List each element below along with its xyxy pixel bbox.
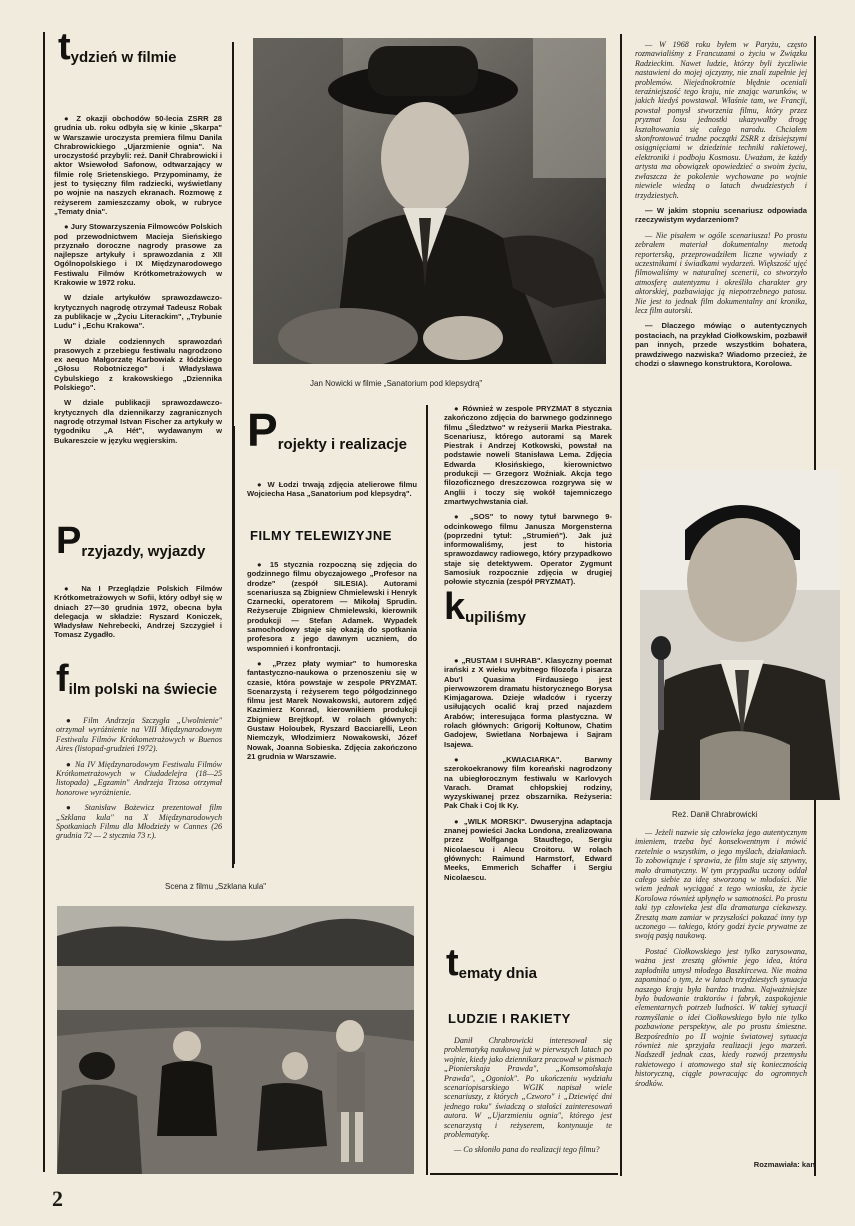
heading-text: rzyjazdy, wyjazdy [81,543,206,560]
heading-text: ilm polski na świecie [68,681,218,698]
paragraph: Danił Chrabrowicki interesował się problematyką naukową już w pierwszych latach po wojnie, kiedy jako dziennikarz pracował w pismach „Pionierskaja Prawda", „Komsomolskaja Prawda", „Ogoniok". Po ukończeniu wydziału scenariopisarskiego WGIK napisał wiele scenariuszy, z których „Czworo" i „Dziewięć dni jednego roku" świadczą o stałości zainteresowań autora. W „Ujarzmieniu ognia", którego jest scenarzystą i reżyserem, kontynuuje te problematykę. [444,1036,612,1140]
paragraph: — Jeżeli nazwie się człowieka jego autentycznym imieniem, trzeba być konsekwentnym i mówić rzetelnie o wszystkim, o jego myślach, działaniach. To zobowiązuje i sprawia, że film staje się sztywny, mało dramatyczny. W tym przypadku uczony oddał całego siebie za ideę stworzoną w młodości. Nie wiem jednak wyciągać z tego wniosku, że życie Korolowa również upłynęło w samotności. Po prostu taki typ człowieka jest dla dramaturga ciekawszy. Zresztą mam zamiar w przyszłości pokazać inny typ uczonego — takiego, który godzi życie prywatne ze swoją pasją naukową. [635,828,807,941]
photo-szklana-kula [57,906,414,1174]
section-heading-film-polski [56,660,217,698]
heading-initial: P [247,404,277,456]
paragraph: ● „Przez płaty wymiar" to humoreska fantastyczno-naukowa o przenoszeniu się w czasie, która powstaje w zespole PRYZMAT. Scenarzystą i reżyserem tego półgodzinnego filmu jest Marek Nowakowski, autorem zdjęć Kazimierz Konrad, kierownikiem produkcji Zbigniew Brejtkopf. W rolach głównych: Gustaw Holoubek, Ryszard Bacciarelli, Leon Niemczyk, Włodzimierz Nowakowski, Józef Nowak, Joanna Sobieska. Zdjęcia zakończono 21 grudnia w Warszawie. [247,658,417,761]
heading-text: upiliśmy [465,609,526,626]
paragraph: W dziale publikacji sprawozdawczo-krytycznych dla dziennikarzy zagranicznych nagrodę otrzymał Istvan Fischer za artykuły w tygodniku „A Hét", wydawanym w Bukareszcie w języku węgierskim. [54,398,222,445]
page-number: 2 [52,1186,63,1211]
interview-column-top [635,40,807,470]
signature: Rozmawiała: kan [753,1160,815,1169]
paragraph: — Nie pisałem w ogóle scenariusza! Po prostu zebrałem materiał dokumentalny metodą reporterską, przeprowadziłem liczne wywiady z uczestnikami i świadkami wydarzeń. Większość ujęć filmowaliśmy w naturalnej scenerii, co stworzyło atmosferę autentyzmu i określiło charakter gry aktorskiej, pozbawiając ją niepotrzebnego patosu. Nie jest to jednak film dokumentalny ani kronika, lecz film autorski. [635,230,807,315]
kupilismy-column [444,656,612,888]
paragraph: ● „KWIACIARKA". Barwny szerokoekranowy film koreański nagrodzony na ubiegłorocznym festiwalu w Karlovych Varach. Dramat chłopskiej rodziny, wyzyskiwanej przez obszarnika. Reżyseria: Pak Chak i Coj Ik Ky. [444,754,612,811]
heading-initial: f [56,658,68,700]
column-rule [43,32,45,1172]
section-heading-projekty [247,404,407,456]
paragraph: — W jakim stopniu scenariusz odpowiada rzeczywistym wydarzeniom? [635,205,807,225]
section-heading-kupilismy [444,588,526,626]
paragraph: ● „WILK MORSKI". Dwuseryjna adaptacja znanej powieści Jacka Londona, zrealizowana przez Wolfganga Staudtego, Sergiu Nicolaescu i Alecu Croitoru. W rolach głównych: Raimund Harmstorf, Edward Meeks, Emmerich Schaffer i Sergiu Nicolaescu. [444,816,612,882]
projekty-column [247,480,417,505]
paragraph: ● Na IV Międzynarodowym Festiwalu Filmów Krótkometrażowych w Ciudadelejra (18—25 listopada) „Egzamin" Andrzeja Trzosa otrzymał honorowe wyróżnienie. [56,759,222,797]
heading-text: rojekty i realizacje [277,436,407,453]
interview-column-bottom [635,828,807,1152]
paragraph: ● 15 stycznia rozpoczną się zdjęcia do godzinnego filmu obyczajowego „Profesor na drodze" (zespół SILESIA). Autorami scenariusza są Zbigniew Chmielewski i Henryk Czarnecki, operatorem — Mikołaj Sprudin. Reżyseruje Zbigniew Chmielewski, kierownik produkcji — Stefan Adamek. Wypadek samochodowy staje się okazją do spotkania profesora z jego dawnym uczniem, do wspomnień i konfrontacji. [247,560,417,653]
caption-portrait: Reż. Danił Chrabrowicki [672,810,758,819]
heading-text: ematy dnia [458,965,538,982]
paragraph: ● Stanisław Bożewicz prezentował film „Szklana kula" na X Międzynarodowych Spotkaniach Filmu dla Młodzieży w Cannes (26 grudnia 72 — 2 stycznia 73 r.). [56,803,222,841]
column-rule [620,34,622,1176]
section-heading-tematy [446,944,537,982]
paragraph: ● Film Andrzeja Szczygła „Uwolnienie" otrzymał wyróżnienie na VIII Międzynarodowym Festiwalu Filmów Krótkometrażowych w Buenos Aires (listopad-grudzień 1972). [56,716,222,754]
heading-initial: k [444,586,465,628]
photo-illustration [57,906,414,1174]
paragraph: — Dlaczego mówiąc o autentycznych postaciach, na przykład Ciołkowskim, pozbawił pan innych, przede wszystkim bohatera, prawdziwego nazwiska? Wiadomo przecież, że chodzi o sławnego konstruktora, Korolowa. [635,321,807,368]
caption-top-photo: Jan Nowicki w filmie „Sanatorium pod klepsydrą" [310,379,483,388]
subhead-filmy-telewizyjne: FILMY TELEWIZYJNE [250,528,392,543]
photo-illustration [253,38,606,364]
paragraph: ● W Łodzi trwają zdjęcia atelierowe filmu Wojciecha Hasa „Sanatorium pod klepsydrą". [247,480,417,499]
paragraph: W dziale codziennych sprawozdań prasowych z przebiegu festiwalu nagrodzono ex aequo Małgorzatę Karbowiak z łódzkiego „Głosu Robotniczego" i Władysława Cybulskiego z krakowskiego „Dziennika Polskiego". [54,336,222,393]
paragraph: ● Również w zespole PRYZMAT 8 stycznia zakończono zdjęcia do barwnego godzinnego filmu „Śledztwo" w reżyserii Marka Piestraka. Scenariusz, którego autorami są Marek Piestrak i Andrzej Kotkowski, powstał na podstawie noweli Stanisława Lema. Zdjęcia Edwarda Kłosińskiego, kierownictwo produkcji — Grzegorz Woźniak. Akcja tego filozoficznego dreszczowca rozgrywa się w Anglii i toczy się wokół tajemniczego zmartwychwstania ciał. [444,404,612,506]
caption-bottom-photo: Scena z filmu „Szklana kula" [165,882,267,891]
column-rule [233,426,235,864]
tydzien-column [54,114,222,451]
filmy-tv-column-1 [247,560,417,884]
przyjazdy-column [54,584,222,646]
photo-sanatorium [253,38,606,364]
paragraph: Postać Ciołkowskiego jest tylko zarysowana, ważna jest zresztą głównie jego idea, która zapłodniła umysł młodego Baszkircewa. Nie można zapominać o tym, że w latach trzydziestych sytuacja naszego kraju była bardzo trudna. Najważniejsze było budowanie traktorów i fabryk, zaspokojenie elementarnych potrzeb ludności. W takiej sytuacji rozmyślanie o idei Ciołkowskiego było nie tylko pozbawione perspektyw, ale po prostu śmieszne. Bezpośrednio po II wojnie światowej sytuacja również nie sprzyjała realizacji jego marzeń. Nadszedł jednak czas, kiedy rozwój przemysłu rakietowego i atomowego stał się koniecznością historyczną, ciągle powracając do ogromnych środków. [635,946,807,1088]
paragraph: — W 1968 roku byłem w Paryżu, często rozmawialiśmy z Francuzami o życiu w Związku Radzieckim. Nawet ludzie, którzy byli życzliwie nastawieni do mojej ojczyzny, nie znali zupełnie jej problemów. Niejednokrotnie błędnie oceniali teraźniejszość tego kraju, nie znając warunków, w jakich kiedyś powstawał. Właśnie tam, we Francji, powstał pomysł stworzenia filmu, który przez pryzmat losu jednostki ukazywałby drogę kształtowania się całego narodu. Chciałem skonfrontować trudne początki ZSRR z dzisiejszymi osiągnięciami w dziedzinie techniki rakietowej, elektroniki i podboju Kosmosu. Uważam, że każdy artysta ma obowiązek opowiedzieć o swoim życiu, zwłaszcza że pokolenie wychowane po wojnie niewiele wiedzą o latach dwudziestych i trzydziestych. [635,40,807,200]
ludzie-column [444,1036,612,1176]
heading-initial: t [58,26,70,68]
subhead-ludzie-i-rakiety: LUDZIE I RAKIETY [448,1011,571,1026]
section-heading-tydzien [58,28,177,66]
paragraph: ● Jury Stowarzyszenia Filmowców Polskich pod przewodnictwem Macieja Sieńskiego przyznało doroczne nagrody prasowe za najlepsze artykuły i sprawozdania z XII Ogólnopolskiego i IX Międzynarodowego Festiwalu Filmów Krótkometrażowych w Krakowie w 1972 roku. [54,222,222,288]
heading-initial: P [56,520,81,562]
heading-text: ydzień w filmie [70,49,177,66]
paragraph: ● „RUSTAM I SUHRAB". Klasyczny poemat irański z X wieku wybitnego filozofa i pisarza Abu'l Quasima Firdausiego jest pierwowzorem dramatu historycznego Borysa Kimjagarowa. Dzieje władców i rycerzy usiłujących ocalić kraj przed najazdem Arabów; interesująca forma plastyczna. W rolach głównych: Grigorij Kołtunow, Chatim Gadojew, Swietlana Norbajewa i Sajram Isajewa. [444,656,612,749]
paragraph: ● „SOS" to nowy tytuł barwnego 9-odcinkowego filmu Janusza Morgensterna (poprzedni tytuł: „Strumień"). Jak już informowaliśmy, jest to historia sprawozdawcy radiowego, który przypadkowo staje się detektywem. Operator Zygmunt Samosiuk rozpocznie zdjęcia w drugiej połowie stycznia (zespół PRYZMAT). [444,512,612,587]
photo-illustration [640,470,840,800]
film-polski-column [56,716,222,847]
column-rule [426,405,428,1175]
section-heading-przyjazdy [56,522,205,560]
paragraph: W dziale artykułów sprawozdawczo-krytycznych nagrodę otrzymał Tadeusz Robak za publikacje w „Życiu Literackim", „Trybunie Ludu" i „Echu Krakowa". [54,293,222,331]
photo-portrait-chrabrowicki [640,470,840,800]
paragraph: — Co skłoniło pana do realizacji tego filmu? [454,1145,600,1155]
heading-initial: t [446,942,458,984]
paragraph: ● Z okazji obchodów 50-lecia ZSRR 28 grudnia ub. roku odbyła się w kinie „Skarpa" w Warszawie uroczysta premiera filmu Danila Chrabrowickiego „Ujarzmienie ognia". Na uroczystość przybyli: reż. Danił Chrabrowicki i aktor Wsiewołod Safonow, odtwarzający w filmie rolę Srietenskiego. Przypominamy, że jest to tysięczny film radziecki, wyświetlany po wojnie na naszych ekranach. Rozmowę z reżyserem zamieszczamy obok, w rubryce „Tematy dnia". [54,114,222,216]
paragraph: ● Na I Przeglądzie Polskich Filmów Krótkometrażowych w Sofii, który odbył się w dniach 27—30 grudnia 1972, obecna była delegacja w składzie: Ryszard Koniczek, Władysław Nehrebecki, Andrzej Szczygieł i Tomasz Zygadło. [54,584,222,640]
